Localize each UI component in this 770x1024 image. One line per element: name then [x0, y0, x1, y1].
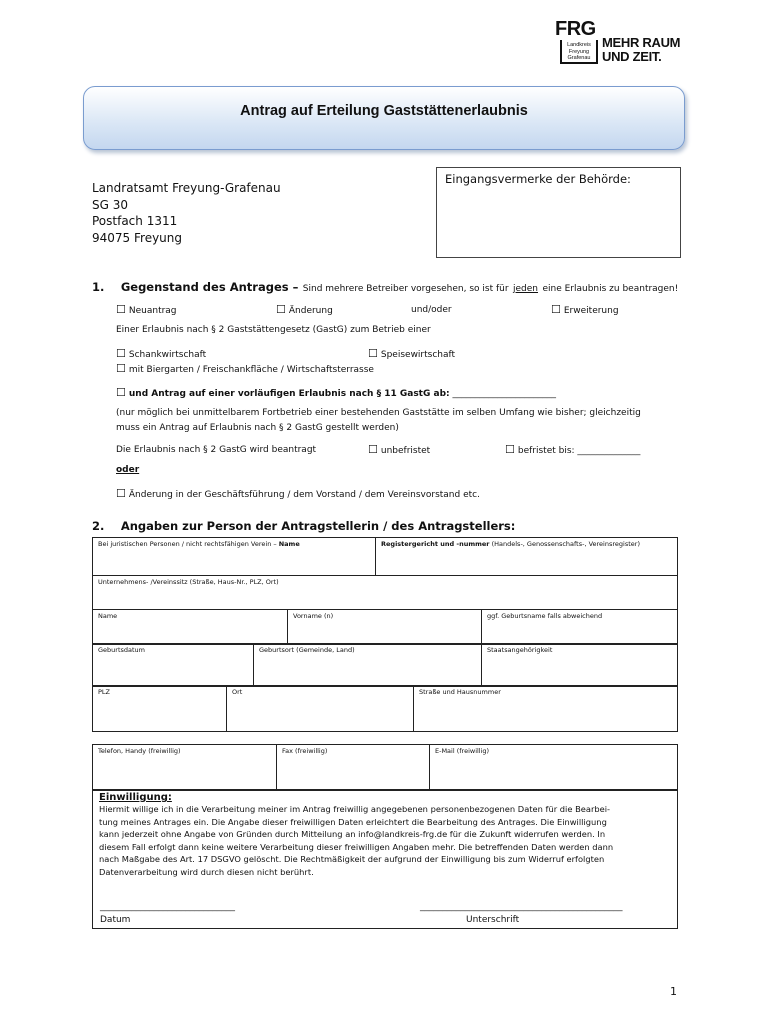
field-geburtsort[interactable]: Geburtsort (Gemeinde, Land)	[254, 644, 482, 687]
checkbox-icon: ☐	[116, 303, 126, 316]
field-geburtsname[interactable]: ggf. Geburtsname falls abweichend	[482, 610, 678, 645]
applicant-table-row-1	[92, 537, 678, 576]
hinweis-text	[116, 406, 641, 435]
field-fax[interactable]: Fax (freiwillig)	[277, 745, 430, 791]
section-1-note-jeden: jeden	[513, 284, 539, 294]
section-1-title: Gegenstand des Antrages –	[120, 280, 299, 294]
option-biergarten-label: mit Biergarten / Freischankfläche / Wirtschaftsterrasse	[128, 365, 374, 375]
field-label-bold: Name	[278, 540, 300, 548]
option-befristet[interactable]	[505, 443, 640, 456]
checkbox-icon: ☐	[116, 386, 126, 399]
page-title: Antrag auf Erteilung Gaststättenerlaubnis	[240, 103, 528, 119]
section-1-note-b: eine Erlaubnis zu beantragen!	[542, 284, 679, 294]
checkbox-icon: ☐	[368, 347, 378, 360]
datum-line[interactable]: ______________________________	[100, 902, 235, 912]
checkbox-icon: ☐	[116, 487, 126, 500]
section-2-heading	[92, 517, 515, 535]
logo-district-box	[560, 40, 598, 64]
field-strasse[interactable]: Straße und Hausnummer	[414, 686, 678, 732]
address-line-3: Postfach 1311	[92, 214, 178, 228]
applicant-table-row-4	[92, 643, 678, 687]
title-banner	[83, 86, 685, 150]
beantragt-text: Die Erlaubnis nach § 2 GastG wird beantragt	[116, 445, 317, 455]
und-oder-text: und/oder	[411, 305, 452, 315]
option-neuantrag-label: Neuantrag	[128, 306, 177, 316]
logo-sub-2: Freyung	[568, 48, 590, 55]
consent-heading: Einwilligung:	[99, 792, 172, 803]
consent-line-3: kann jederzeit ohne Angabe von Gründen durch Mitteilung an info@landkreis-frg.de für die Zukunft widerrufen werden. In	[99, 829, 606, 840]
consent-line-5: nach Maßgabe des Art. 17 DSGVO gelöscht. Die Rechtmäßigkeit der aufgrund der Einwilligung bis zum Widerruf erfolgten	[99, 854, 605, 865]
section-1-note-a: Sind mehrere Betreiber vorgesehen, so ist für	[302, 284, 509, 294]
option-befristet-label: befristet bis: ______________	[517, 446, 641, 456]
applicant-table-row-2	[92, 575, 678, 610]
option-schankwirtschaft[interactable]	[116, 347, 206, 360]
contact-table	[92, 744, 678, 791]
section-2-title: Angaben zur Person der Antragstellerin / des Antragstellers:	[120, 519, 516, 533]
field-name[interactable]: Name	[93, 610, 288, 645]
logo-claim-2: UND ZEIT.	[602, 49, 662, 64]
option-neuantrag[interactable]	[116, 303, 177, 316]
logo-claim-1: MEHR RAUM	[602, 35, 681, 50]
checkbox-icon: ☐	[116, 347, 126, 360]
consent-line-4: diesem Fall erfolgt dann keine weitere Verarbeitung dieser freiwilligen Angaben mehr. Die betreffenden Daten werden dann	[99, 841, 614, 852]
datum-label: Datum	[100, 915, 131, 925]
option-speisewirtschaft-label: Speisewirtschaft	[380, 350, 456, 360]
field-staatsangehoerigkeit[interactable]: Staatsangehörigkeit	[482, 644, 678, 687]
option-speisewirtschaft[interactable]	[368, 347, 455, 360]
field-unternehmenssitz[interactable]: Unternehmens- /Vereinssitz (Straße, Haus-Nr., PLZ, Ort)	[93, 576, 678, 610]
section-2-number: 2.	[92, 519, 105, 533]
option-geschaeftsfuehrung-label: Änderung in der Geschäftsführung / dem Vorstand / dem Vereinsvorstand etc.	[128, 490, 480, 500]
checkbox-icon: ☐	[551, 303, 561, 316]
consent-text	[99, 803, 671, 879]
option-vorlaeufig[interactable]	[116, 386, 556, 399]
unterschrift-label: Unterschrift	[466, 915, 520, 925]
hinweis-line-2: muss ein Antrag auf Erlaubnis nach § 2 GastG gestellt werden)	[116, 422, 399, 433]
logo-sub-1: Landkreis	[567, 42, 591, 48]
address-line-1: Landratsamt Freyung-Grafenau	[92, 181, 281, 195]
option-unbefristet[interactable]	[368, 443, 430, 456]
option-vorlaeufig-label: und Antrag auf einer vorläufigen Erlaubnis nach § 11 GastG ab:	[128, 389, 450, 399]
field-juristische-person[interactable]	[93, 538, 376, 576]
checkbox-icon: ☐	[276, 303, 286, 316]
address-line-4: 94075 Freyung	[92, 230, 182, 245]
stamp-label: Eingangsvermerke der Behörde:	[445, 172, 631, 186]
option-biergarten[interactable]	[116, 362, 374, 375]
option-unbefristet-label: unbefristet	[380, 446, 431, 456]
erlaubnis-text: Einer Erlaubnis nach § 2 Gaststättengesetz (GastG) zum Betrieb einer	[116, 325, 431, 335]
logo-sub-3: Grafenau	[567, 55, 591, 61]
option-aenderung-label: Änderung	[288, 306, 333, 316]
consent-line-6: Datenverarbeitung wird durch diesen nicht berührt.	[99, 866, 314, 877]
signature-line[interactable]: _____________________________________________	[420, 902, 623, 912]
applicant-table-row-5	[92, 685, 678, 732]
field-registergericht[interactable]	[376, 538, 678, 576]
option-geschaeftsfuehrung[interactable]	[116, 487, 480, 500]
field-label: (Handels-, Genossenschafts-, Vereinsregister)	[491, 540, 640, 548]
option-erweiterung-label: Erweiterung	[563, 306, 619, 316]
field-label-bold: Registergericht und -nummer	[381, 540, 490, 548]
section-1-heading	[92, 278, 678, 296]
vorlaeufig-date-line[interactable]: _______________________	[452, 389, 556, 399]
field-plz[interactable]: PLZ	[93, 686, 227, 732]
consent-line-2: tung meines Antrages ein. Die Angabe dieser freiwilligen Daten erleichtert die Bearbeitung des Antrages. Die Einwilligung	[99, 816, 607, 827]
logo-frg: FRG	[555, 18, 596, 40]
checkbox-icon: ☐	[505, 443, 515, 456]
field-ort[interactable]: Ort	[227, 686, 414, 732]
page-number: 1	[670, 985, 677, 998]
hinweis-line-1: (nur möglich bei unmittelbarem Fortbetrieb einer bestehenden Gaststätte im selben Umfang wie bisher; gleichzeitig	[116, 408, 641, 418]
option-erweiterung[interactable]	[551, 303, 619, 316]
consent-line-1: Hiermit willige ich in die Verarbeitung meiner im Antrag freiwillig angegebenen personenbezogenen Daten für die Bearbei-	[99, 804, 611, 814]
option-aenderung[interactable]	[276, 303, 333, 316]
field-email[interactable]: E-Mail (freiwillig)	[430, 745, 678, 791]
section-1-number: 1.	[92, 280, 105, 294]
field-label: Bei juristischen Personen / nicht rechtsfähigen Verein –	[98, 540, 277, 548]
option-schankwirtschaft-label: Schankwirtschaft	[128, 350, 207, 360]
address-line-2: SG 30	[92, 197, 128, 212]
oder-text: oder	[116, 465, 140, 475]
checkbox-icon: ☐	[116, 362, 126, 375]
field-vorname[interactable]: Vorname (n)	[288, 610, 482, 645]
address-block	[92, 180, 281, 246]
office-stamp-field[interactable]	[436, 167, 681, 258]
logo-claim	[602, 36, 680, 64]
applicant-table-row-3	[92, 609, 678, 645]
field-geburtsdatum[interactable]: Geburtsdatum	[93, 644, 254, 687]
field-telefon[interactable]: Telefon, Handy (freiwillig)	[93, 745, 277, 791]
checkbox-icon: ☐	[368, 443, 378, 456]
